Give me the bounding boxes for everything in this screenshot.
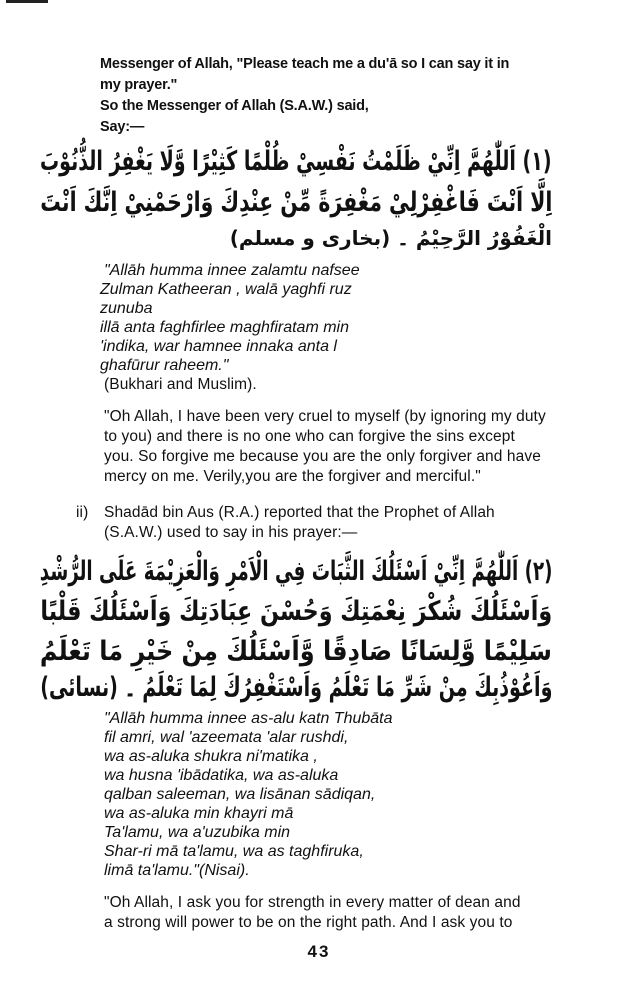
dua2-translation-line-1: "Oh Allah, I ask you for strength in every matter of dean and (104, 894, 521, 911)
dua1-arabic-line-1: (١) اَللّٰهُمَّ اِنِّيْ ظَلَمْتُ نَفْسِيْ ظُلْمًا كَثِيْرًا وَّلَا يَغْفِرُ الذُّنُوْبَ (40, 146, 552, 177)
dua1-translit-line-2: Zulman Katheeran , walā yaghfi ruz (100, 281, 352, 298)
dua1-translit-line-5: 'indika, war hamnee innaka anta l (100, 338, 337, 355)
dua2-arabic-line-3: سَلِيْمًا وَّلِسَانًا صَادِقًا وَّاَسْئَلُكَ مِنْ خَيْرِ مَا تَعْلَمُ (40, 636, 552, 667)
dua2-arabic-line-4: وَاَعُوْذُبِكَ مِنْ شَرِّ مَا تَعْلَمُ وَاَسْتَغْفِرُكَ لِمَا تَعْلَمُ ۔ (نسائی) (39, 672, 552, 703)
dua1-translation-line-4: mercy on me. Verily,you are the forgiver and merciful." (104, 468, 481, 485)
item2-line-2: (S.A.W.) used to say in his prayer:— (104, 524, 358, 541)
dua1-translation-line-3: you. So forgive me because you are the only forgiver and have (104, 448, 541, 465)
intro-line-2: my prayer." (100, 77, 178, 93)
dua2-translit-line-8: Shar-ri mā ta'lamu, wa as taghfiruka, (104, 843, 364, 860)
dua1-translit-line-4: illā anta faghfirlee maghfiratam min (100, 319, 350, 336)
dua2-translit-line-1: "Allāh humma innee as-alu katn Thubāta (104, 710, 393, 727)
page-number: 43 (307, 942, 331, 961)
dua2-translit-line-2: fil amri, wal 'azeemata 'alar rushdi, (104, 729, 349, 746)
dua1-arabic-line-2: اِلَّا اَنْتَ فَاغْفِرْلِيْ مَغْفِرَةً مِّنْ عِنْدِكَ وَارْحَمْنِيْ اِنَّكَ اَنْتَ (39, 187, 552, 218)
dua2-translit-line-3: wa as-aluka shukra ni'matika , (104, 748, 318, 765)
intro-line-3: So the Messenger of Allah (S.A.W.) said, (100, 98, 369, 114)
dua2-translation-line-2: a strong will power to be on the right path. And I ask you to (104, 914, 513, 931)
intro-line-1: Messenger of Allah, "Please teach me a du'ā so I can say it in (100, 56, 510, 72)
dua1-translation-line-1: "Oh Allah, I have been very cruel to myself (by ignoring my duty (104, 408, 546, 425)
dua2-translit-line-6: wa as-aluka min khayri mā (104, 805, 294, 822)
dua1-translit-line-6: ghafūrur raheem." (100, 357, 229, 374)
item2-line-1: Shadād bin Aus (R.A.) reported that the Prophet of Allah (104, 504, 495, 521)
dua1-translit-line-1: "Allāh humma innee zalamtu nafsee (104, 262, 360, 279)
intro-line-4: Say:— (100, 119, 145, 135)
dua1-source: (Bukhari and Muslim). (104, 376, 257, 393)
item2-marker: ii) (76, 504, 89, 521)
dua1-arabic-line-3: الْغَفُوْرُ الرَّحِيْمُ ۔ (بخاری و مسلم) (229, 226, 552, 250)
dua2-arabic-line-1: (٢) اَللّٰهُمَّ اِنِّيْ اَسْئَلُكَ الثَّبَاتَ فِي الْاَمْرِ وَالْعَزِيْمَةَ عَلَى الرُّشْدِ (39, 556, 552, 587)
dua1-translation-line-2: to you) and there is no one who can forgive the sins except (104, 428, 515, 445)
dua2-translit-line-7: Ta'lamu, wa a'uzubika min (104, 824, 291, 841)
corner-mark (6, 0, 48, 3)
dua2-translit-line-4: wa husna 'ibādatika, wa as-aluka (104, 767, 339, 784)
dua2-translit-line-5: qalban saleeman, wa lisānan sādiqan, (104, 786, 376, 803)
dua1-translit-line-3: zunuba (100, 300, 153, 317)
dua2-arabic-line-2: وَاَسْئَلُكَ شُكْرَ نِعْمَتِكَ وَحُسْنَ عِبَادَتِكَ وَاَسْئَلُكَ قَلْبًا (40, 596, 552, 627)
dua2-translit-line-9: limā ta'lamu."(Nisai). (104, 862, 250, 879)
